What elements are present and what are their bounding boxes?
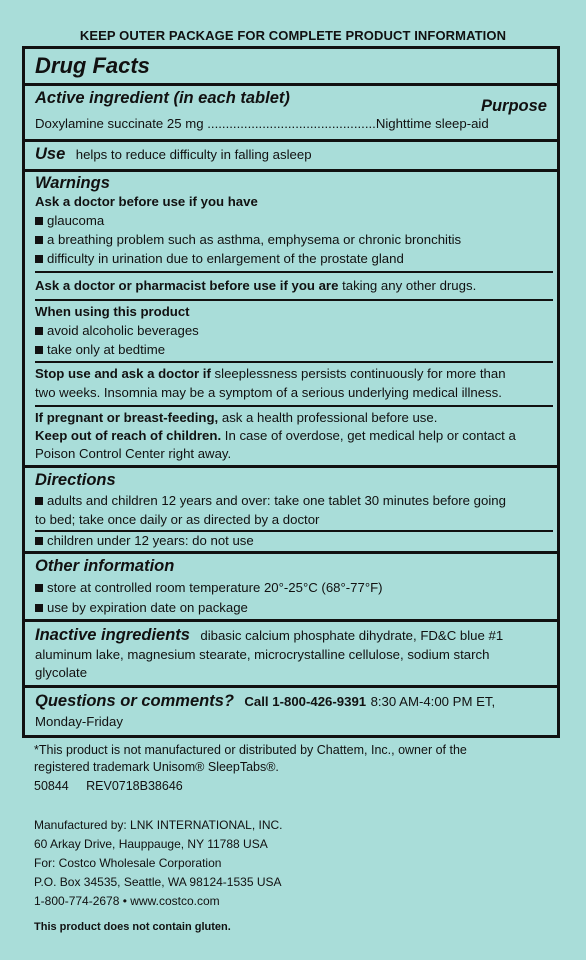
condition-item: difficulty in urination due to enlargement of the prostate gland <box>35 250 404 268</box>
manufacturer-line: P.O. Box 34535, Seattle, WA 98124-1535 USA <box>34 875 282 889</box>
divider <box>35 405 553 407</box>
gluten-statement: This product does not contain gluten. <box>34 921 231 933</box>
pregnancy-warning <box>35 409 437 427</box>
ask-doctor-heading: Ask a doctor before use if you have <box>35 194 258 209</box>
stop-use-warning <box>35 365 506 383</box>
inactive-ingredients-section <box>35 626 503 645</box>
when-using-heading: When using this product <box>35 304 190 319</box>
use-section <box>35 145 312 164</box>
when-using-item: avoid alcoholic beverages <box>35 322 199 340</box>
drug-facts-panel <box>22 46 560 738</box>
inactive-ingredients-text: dibasic calcium phosphate dihydrate, FD&C blue #1 <box>200 628 504 643</box>
divider <box>35 361 553 363</box>
divider <box>25 551 557 554</box>
questions-phone: Call 1-800-426-9391 <box>244 694 367 709</box>
stop-use-text-continued: two weeks. Insomnia may be a symptom of a serious underlying medical illness. <box>35 385 502 400</box>
package-note: KEEP OUTER PACKAGE FOR COMPLETE PRODUCT INFORMATION <box>79 28 507 43</box>
divider <box>25 169 557 172</box>
children-text: In case of overdose, get medical help or contact a <box>224 428 516 443</box>
questions-hours: 8:30 AM-4:00 PM ET, <box>370 694 496 709</box>
directions-item: children under 12 years: do not use <box>35 532 254 550</box>
directions-item-continued: to bed; take once daily or as directed by a doctor <box>35 512 320 527</box>
use-text: helps to reduce difficulty in falling asleep <box>75 147 312 162</box>
divider <box>25 139 557 142</box>
use-heading: Use <box>35 145 66 163</box>
inactive-ingredients-text-continued: glycolate <box>35 665 88 680</box>
pregnancy-bold: If pregnant or breast-feeding, <box>35 410 219 425</box>
directions-heading: Directions <box>35 471 116 489</box>
questions-days: Monday-Friday <box>35 714 123 729</box>
children-bold: Keep out of reach of children. <box>35 428 222 443</box>
divider <box>25 619 557 622</box>
divider <box>25 83 557 86</box>
stop-use-text: sleeplessness persists continuously for more than <box>214 366 506 381</box>
purpose-value: Nighttime sleep-aid <box>375 116 489 131</box>
ask-pharmacist-text: taking any other drugs. <box>342 278 477 293</box>
questions-heading: Questions or comments? <box>35 692 234 710</box>
inactive-ingredients-text-continued: aluminum lake, magnesium stearate, microcrystalline cellulose, sodium starch <box>35 647 490 662</box>
product-codes: 50844 REV0718B38646 <box>34 779 183 793</box>
manufacturer-line: 60 Arkay Drive, Hauppauge, NY 11788 USA <box>34 837 268 851</box>
ask-pharmacist-warning <box>35 277 476 295</box>
trademark-disclaimer: *This product is not manufactured or distributed by Chattem, Inc., owner of the <box>34 743 467 757</box>
other-information-item: use by expiration date on package <box>35 599 248 617</box>
manufacturer-line: Manufactured by: LNK INTERNATIONAL, INC. <box>34 818 283 832</box>
other-information-item: store at controlled room temperature 20°-25°C (68°-77°F) <box>35 579 383 597</box>
purpose-heading: Purpose <box>480 97 547 115</box>
other-information-heading: Other information <box>35 557 175 575</box>
drug-facts-title: Drug Facts <box>35 53 150 78</box>
active-ingredient-heading: Active ingredient (in each tablet) <box>35 89 290 107</box>
when-using-item: take only at bedtime <box>35 341 165 359</box>
divider <box>25 465 557 468</box>
children-text-continued: Poison Control Center right away. <box>35 446 232 461</box>
ingredient-name: Doxylamine succinate 25 mg <box>35 116 204 131</box>
divider <box>35 271 553 273</box>
inactive-ingredients-heading: Inactive ingredients <box>35 626 190 644</box>
questions-section <box>35 692 495 711</box>
children-warning <box>35 427 516 445</box>
divider <box>35 299 553 301</box>
condition-item: a breathing problem such as asthma, emphysema or chronic bronchitis <box>35 231 461 249</box>
trademark-disclaimer-continued: registered trademark Unisom® SleepTabs®. <box>34 760 279 774</box>
divider <box>25 685 557 688</box>
stop-use-bold: Stop use and ask a doctor if <box>35 366 211 381</box>
directions-item: adults and children 12 years and over: take one tablet 30 minutes before going <box>35 492 506 510</box>
manufacturer-line: 1-800-774-2678 • www.costco.com <box>34 894 220 908</box>
pregnancy-text: ask a health professional before use. <box>221 410 438 425</box>
condition-item: glaucoma <box>35 212 104 230</box>
dot-leader: .............................................. <box>207 116 376 131</box>
active-ingredient-row <box>35 115 547 133</box>
ask-pharmacist-bold: Ask a doctor or pharmacist before use if you are <box>35 278 339 293</box>
manufacturer-line: For: Costco Wholesale Corporation <box>34 856 222 870</box>
warnings-heading: Warnings <box>35 174 110 192</box>
